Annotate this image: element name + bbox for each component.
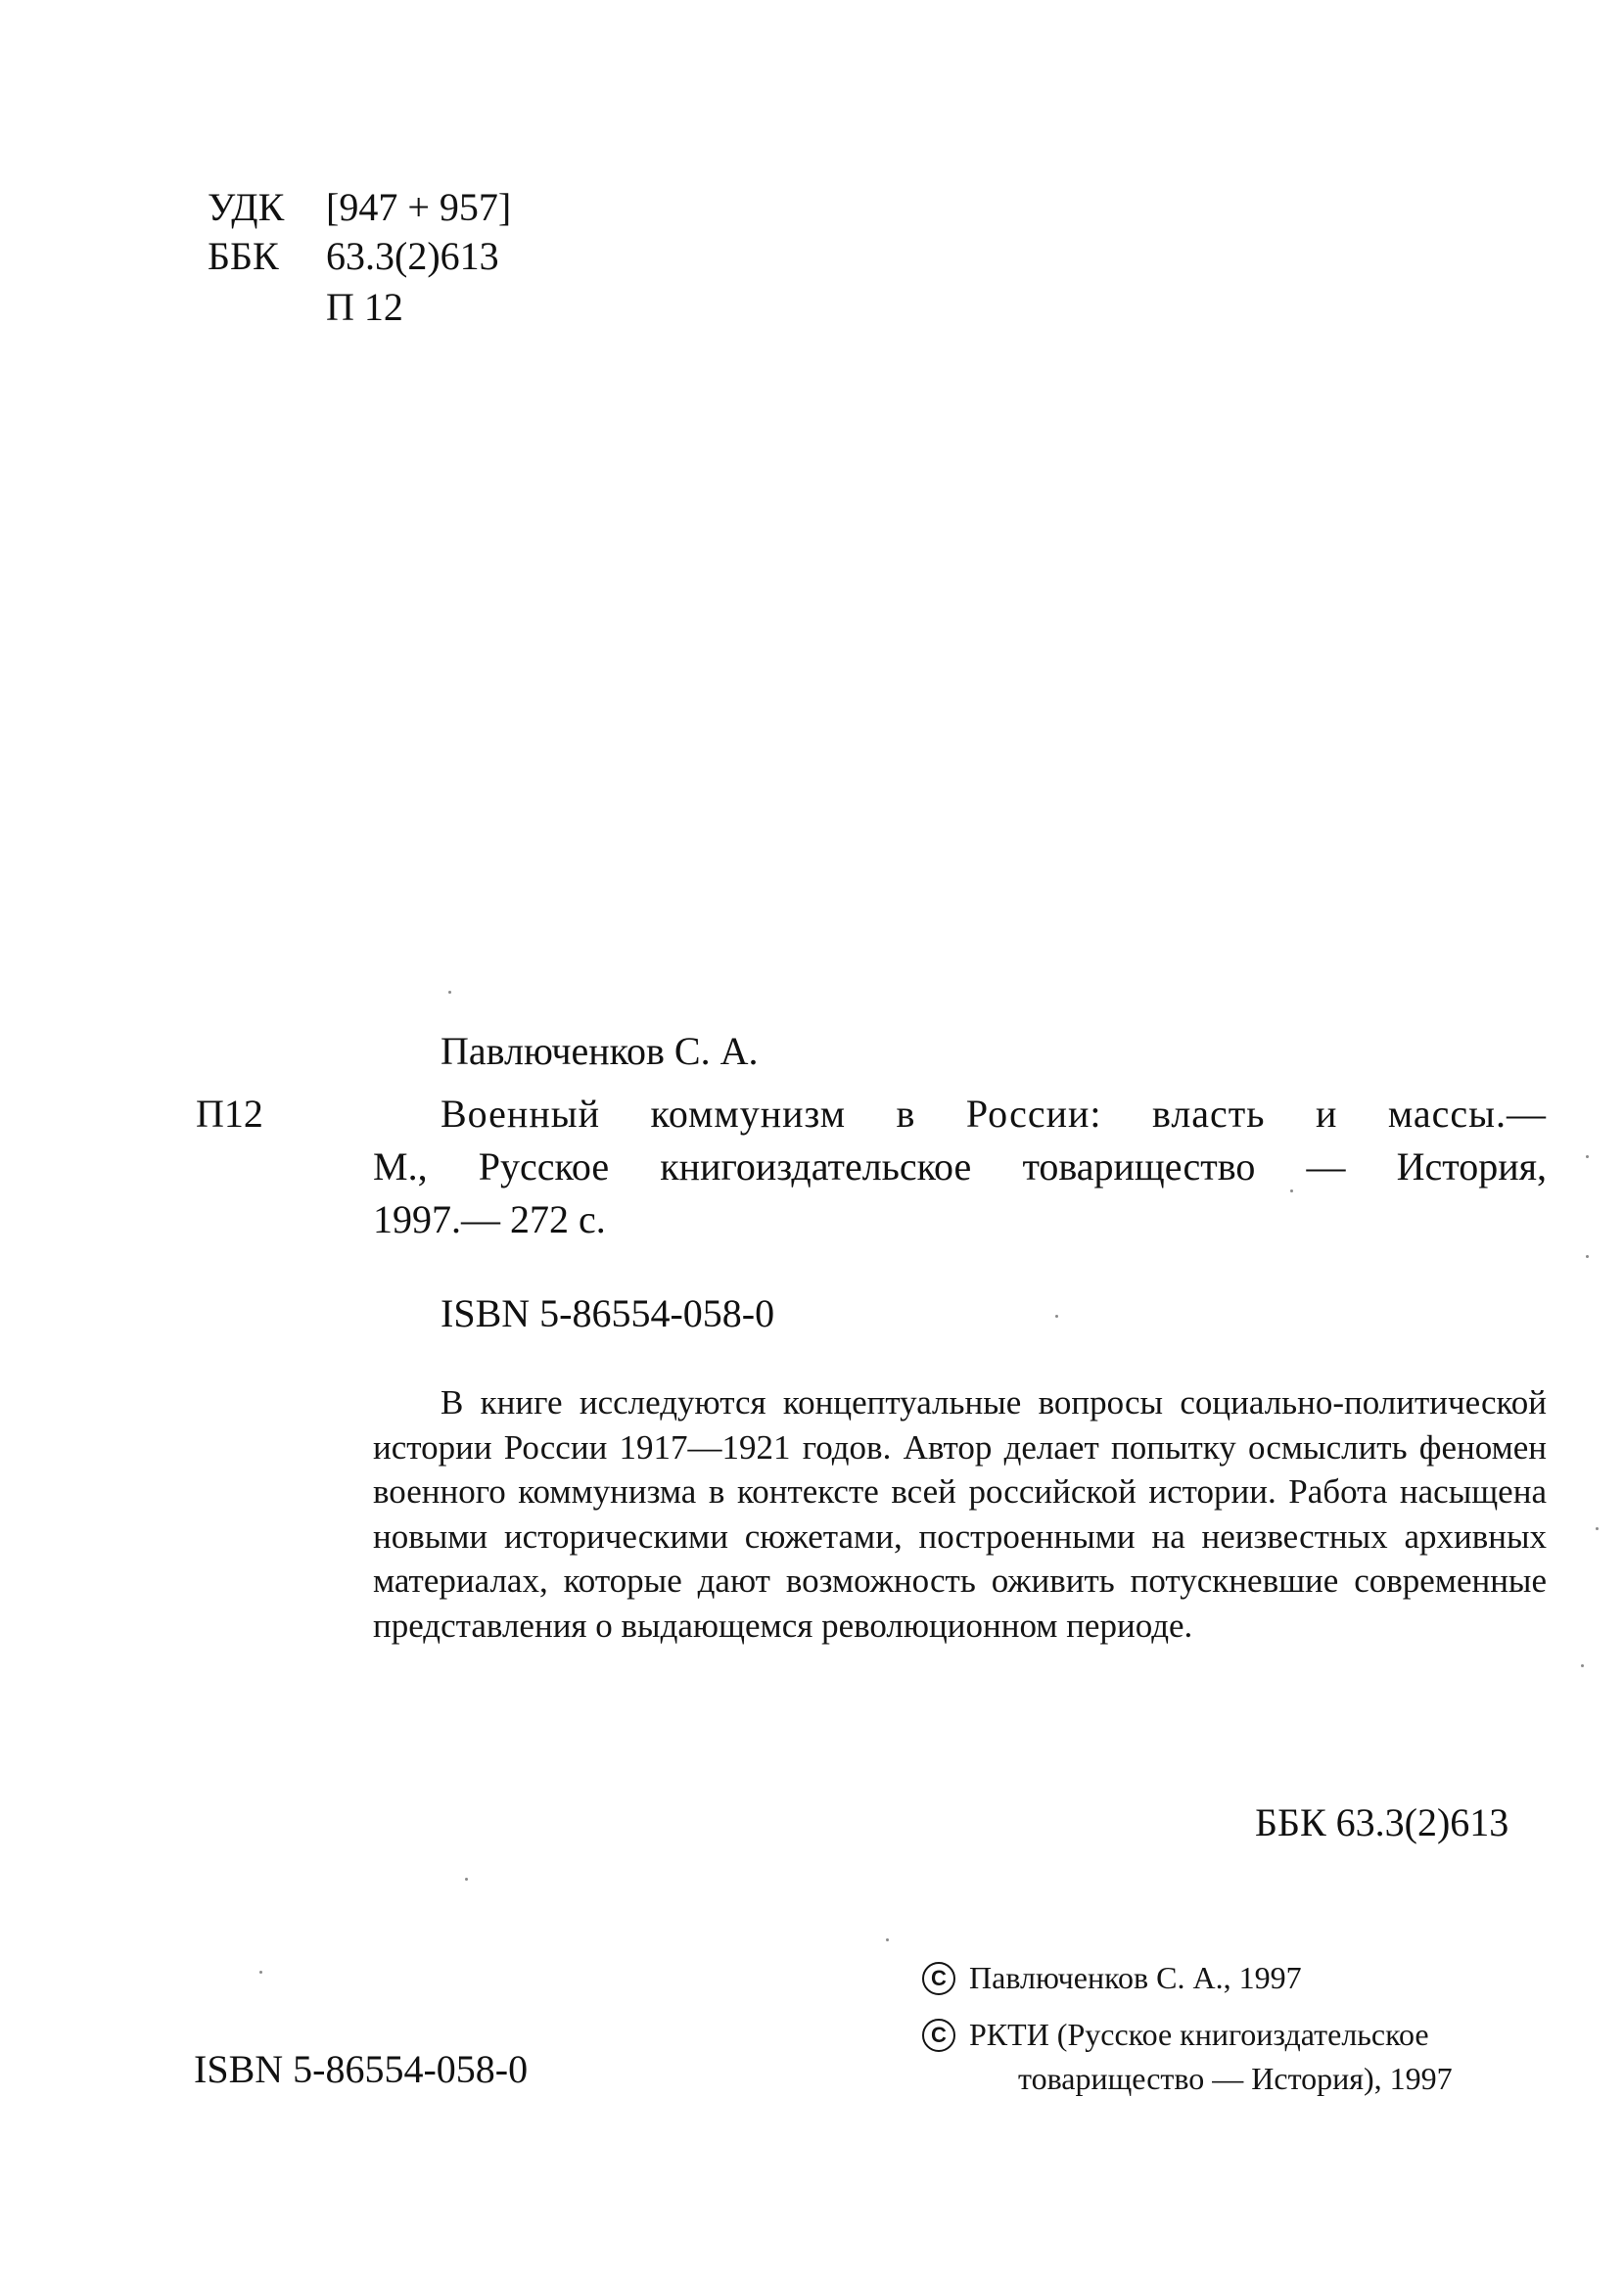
author-mark: П 12 xyxy=(326,285,403,329)
isbn-card: ISBN 5-86554-058-0 xyxy=(441,1291,775,1335)
scan-speck xyxy=(1581,1664,1584,1667)
bibliographic-publisher-line: М., Русское книгоиздательское товарищество — История, xyxy=(373,1144,1547,1189)
scan-speck xyxy=(886,1938,889,1941)
scan-speck xyxy=(448,991,451,994)
udk-label: УДК xyxy=(208,185,285,229)
bibliographic-year-pages-line: 1997.— 272 с. xyxy=(373,1197,606,1241)
annotation-text: В книге исследуются концептуальные вопросы социально-политической истории России 1917—1921 годов. Автор делает попытку осмыслить феномен военного коммунизма в контексте всей российской истории. Работа насыщена новыми историческими сюжетами, построенными на неизвестных архивных материалах, которые дают возможность оживить потускневшие современные представления о выдающемся революционном периоде. xyxy=(373,1383,1547,1645)
scan-speck xyxy=(1586,1155,1589,1158)
bbk-label: ББК xyxy=(208,234,279,278)
copyright-author xyxy=(922,1960,1302,1996)
scan-speck xyxy=(259,1971,262,1974)
copyright-author-text: Павлюченков С. А., 1997 xyxy=(969,1960,1302,1995)
scan-speck xyxy=(1290,1189,1293,1192)
index-code: П12 xyxy=(196,1092,263,1136)
scan-speck xyxy=(465,1878,468,1881)
copyright-publisher xyxy=(922,2017,1429,2053)
bbk-value: 63.3(2)613 xyxy=(326,234,499,278)
scan-speck xyxy=(1586,1255,1589,1258)
copyright-icon: C xyxy=(922,2019,955,2052)
author-heading: Павлюченков С. А. xyxy=(441,1029,759,1073)
copyright-icon: C xyxy=(922,1962,955,1995)
scan-speck xyxy=(1055,1315,1058,1318)
bbk-index-bottom: ББК 63.3(2)613 xyxy=(1255,1800,1509,1844)
annotation xyxy=(373,1380,1547,1648)
isbn-bottom: ISBN 5-86554-058-0 xyxy=(194,2047,529,2091)
bibliographic-title-line: Военный коммунизм в России: власть и массы.— xyxy=(441,1092,1547,1136)
copyright-publisher-continuation: товарищество — История), 1997 xyxy=(1018,2061,1453,2096)
scan-speck xyxy=(1596,1527,1599,1530)
udk-value: [947 + 957] xyxy=(326,185,512,229)
copyright-publisher-text: РКТИ (Русское книгоиздательское xyxy=(969,2017,1429,2052)
